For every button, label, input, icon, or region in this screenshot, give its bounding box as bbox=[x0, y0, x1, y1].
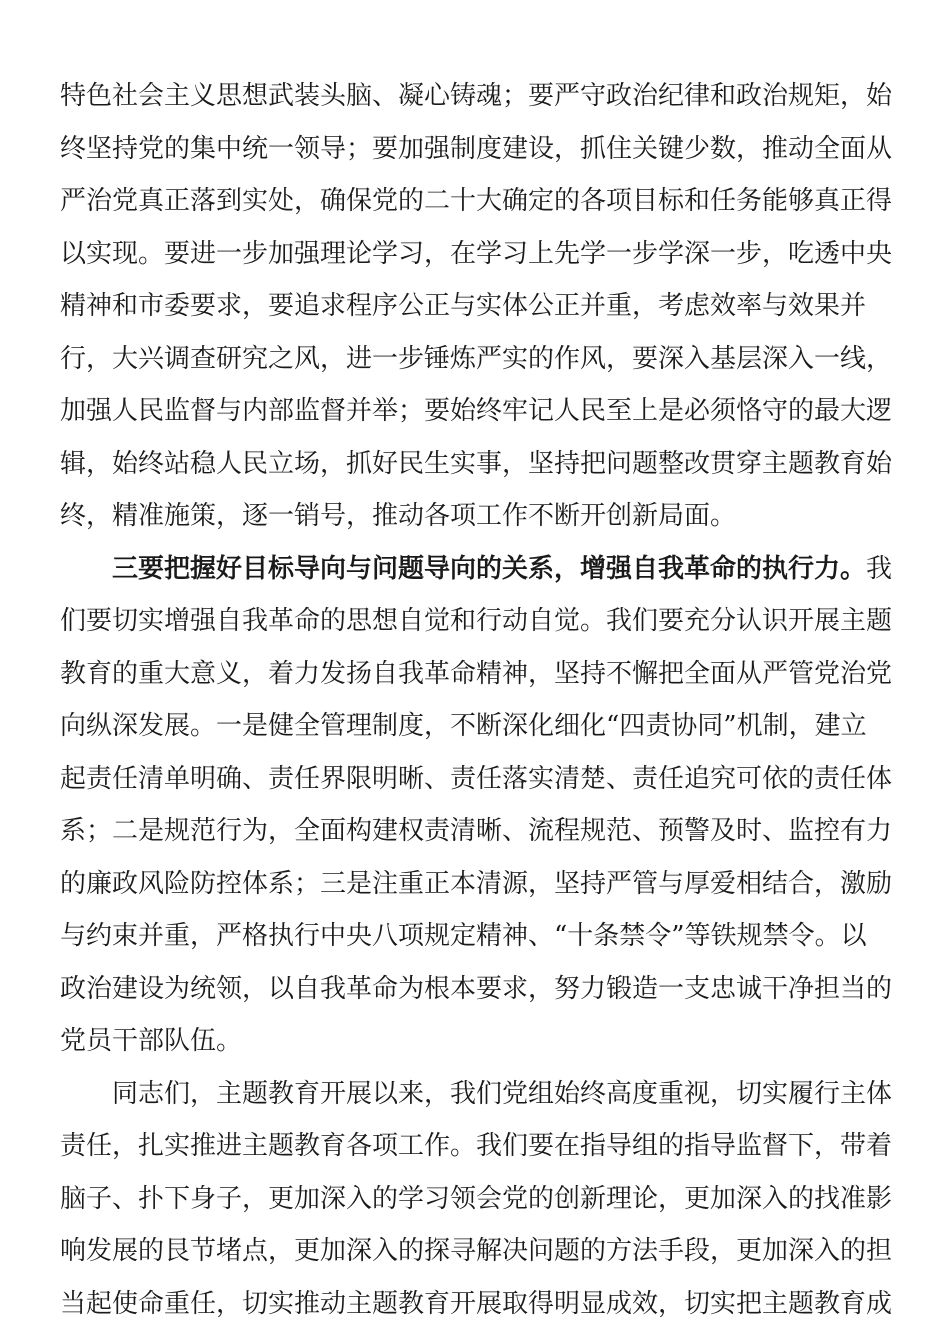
paragraph-heading-line bbox=[60, 543, 894, 596]
text-line: 脑子、扑下身子，更加深入的学习领会党的创新理论，更加深入的找准影 bbox=[60, 1183, 893, 1214]
text-line: 与约束并重，严格执行中央八项规定精神、“十条禁令”等铁规禁令。以 bbox=[60, 921, 867, 951]
text-line: 教育的重大意义，着力发扬自我革命精神，坚持不懈把全面从严管党治党 bbox=[60, 658, 893, 689]
text-line: 们要切实增强自我革命的思想自觉和行动自觉。我们要充分认识开展主题 bbox=[60, 606, 893, 636]
paragraph-3 bbox=[60, 1068, 894, 1331]
text-line: 党员干部队伍。 bbox=[60, 1026, 243, 1056]
text-line: 终坚持党的集中统一领导；要加强制度建设，抓住关键少数，推动全面从 bbox=[60, 133, 893, 164]
text-line: 特色社会主义思想武装头脑、凝心铸魂；要严守政治纪律和政治规矩，始 bbox=[60, 81, 893, 111]
text-line: 系；二是规范行为，全面构建权责清晰、流程规范、预警及时、监控有力 bbox=[60, 816, 893, 846]
text-line: 政治建设为统领，以自我革命为根本要求，努力锻造一支忠诚干净担当的 bbox=[60, 973, 893, 1004]
paragraph-1 bbox=[60, 70, 894, 543]
text-line: 同志们，主题教育开展以来，我们党组始终高度重视，切实履行主体 bbox=[112, 1078, 893, 1109]
text-line: 的廉政风险防控体系；三是注重正本清源，坚持严管与厚爱相结合，激励 bbox=[60, 868, 893, 899]
paragraph-2 bbox=[60, 543, 894, 1068]
document-page bbox=[60, 70, 894, 1330]
text-line: 以实现。要进一步加强理论学习，在学习上先学一步学深一步，吃透中央 bbox=[60, 238, 893, 269]
text-line: 精神和市委要求，要追求程序公正与实体公正并重，考虑效率与效果并 bbox=[60, 291, 867, 321]
text-line: 响发展的艮节堵点，更加深入的探寻解决问题的方法手段，更加深入的担 bbox=[60, 1236, 893, 1266]
section-heading: 三要把握好目标导向与问题导向的关系，增强自我革命的执行力。 bbox=[112, 553, 867, 584]
text-line: 责任，扎实推进主题教育各项工作。我们要在指导组的指导监督下，带着 bbox=[60, 1131, 893, 1161]
text-line: 当起使命重任，切实推动主题教育开展取得明显成效，切实把主题教育成 bbox=[60, 1288, 893, 1319]
text-line: 起责任清单明确、责任界限明晰、责任落实清楚、责任追究可依的责任体 bbox=[60, 763, 893, 794]
text-line: 严治党真正落到实处，确保党的二十大确定的各项目标和任务能够真正得 bbox=[60, 186, 893, 216]
text-line: 加强人民监督与内部监督并举；要始终牢记人民至上是必须恪守的最大逻 bbox=[60, 396, 893, 426]
text-line: 辑，始终站稳人民立场，抓好民生实事，坚持把问题整改贯穿主题教育始 bbox=[60, 448, 893, 479]
text-line: 行，大兴调查研究之风，进一步锤炼严实的作风，要深入基层深入一线， bbox=[60, 343, 893, 374]
text-line: 终，精准施策，逐一销号，推动各项工作不断开创新局面。 bbox=[60, 501, 737, 531]
heading-line-rest: 我 bbox=[866, 553, 893, 584]
text-line: 向纵深发展。一是健全管理制度，不断深化细化“四责协同”机制，建立 bbox=[60, 711, 867, 741]
